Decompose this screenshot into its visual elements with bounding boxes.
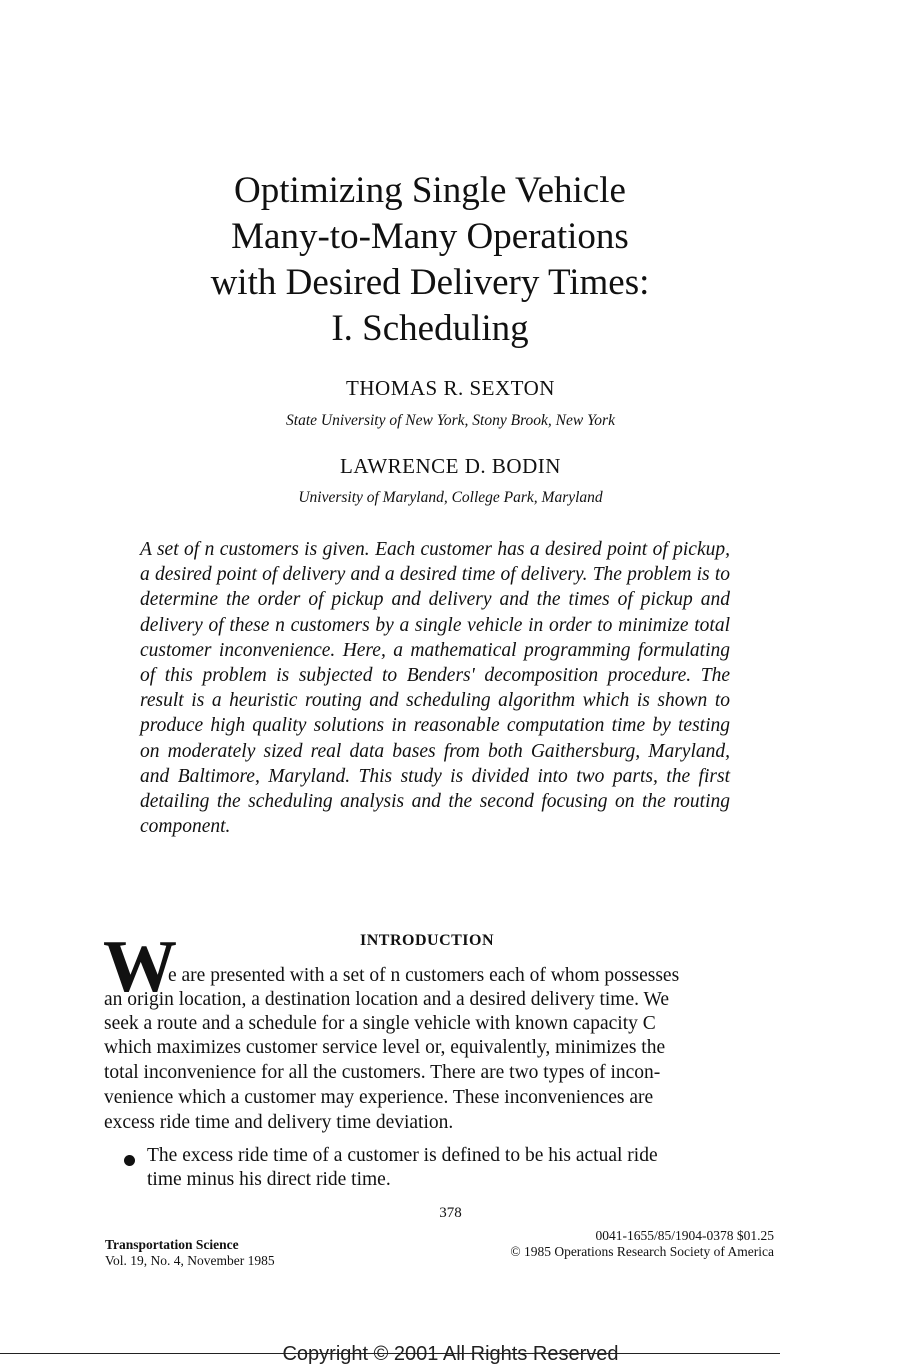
drop-cap: W xyxy=(103,926,177,1008)
journal-name: Transportation Science xyxy=(105,1237,239,1252)
article-title xyxy=(120,168,740,352)
intro-line: total inconvenience for all the customers. There are two types of incon- xyxy=(104,1062,661,1083)
intro-line: seek a route and a schedule for a single vehicle with known capacity C xyxy=(104,1013,656,1034)
author-name: THOMAS R. SEXTON xyxy=(346,376,555,400)
society-copyright: © 1985 Operations Research Society of America xyxy=(510,1244,774,1259)
journal-info xyxy=(105,1237,275,1269)
section-heading: INTRODUCTION xyxy=(360,932,495,949)
abstract: A set of n customers is given. Each customer has a desired point of pickup, a desired point of delivery and a desired time of delivery. The problem is to determine the order of pickup and delivery and the times of pickup and delivery of these n customers by a single vehicle in order to minimize total customer inconvenience. Here, a mathematical programming formulating of this problem is subjected to Benders' decomposition procedure. The result is a heuristic routing and scheduling algorithm which is shown to produce high quality solutions in reasonable computation time by testing on moderately sized real data bases from both Gaithersburg, Maryland, and Baltimore, Maryland. This study is divided into two parts, the first detailing the scheduling analysis and the second focusing on the routing component. xyxy=(140,539,730,838)
page-number: 378 xyxy=(439,1205,462,1221)
intro-line: an origin location, a destination location and a desired delivery time. We xyxy=(104,989,670,1010)
intro-line: venience which a customer may experience. These inconveniences are xyxy=(104,1087,654,1108)
title-line: Optimizing Single Vehicle xyxy=(234,170,626,211)
title-line: I. Scheduling xyxy=(331,308,529,349)
author-affiliation: University of Maryland, College Park, Maryland xyxy=(298,489,603,506)
intro-line: excess ride time and delivery time deviation. xyxy=(104,1112,454,1133)
bullet-icon xyxy=(124,1155,135,1166)
publication-code: 0041-1655/85/1904-0378 $01.25 xyxy=(595,1228,774,1243)
copyright-notice: Copyright © 2001 All Rights Reserved xyxy=(282,1343,619,1365)
journal-volume: Vol. 19, No. 4, November 1985 xyxy=(105,1253,275,1268)
intro-line: e are presented with a set of n customers each of whom possesses xyxy=(168,965,680,986)
bullet-line: The excess ride time of a customer is defined to be his actual ride xyxy=(147,1145,658,1166)
intro-line: which maximizes customer service level or, equivalently, minimizes the xyxy=(104,1037,666,1058)
publication-info xyxy=(440,1228,774,1260)
author-name: LAWRENCE D. BODIN xyxy=(340,454,561,478)
title-line: Many-to-Many Operations xyxy=(231,216,629,257)
author-affiliation: State University of New York, Stony Brook, New York xyxy=(286,412,615,429)
bullet-line: time minus his direct ride time. xyxy=(147,1169,391,1190)
title-line: with Desired Delivery Times: xyxy=(210,262,650,303)
